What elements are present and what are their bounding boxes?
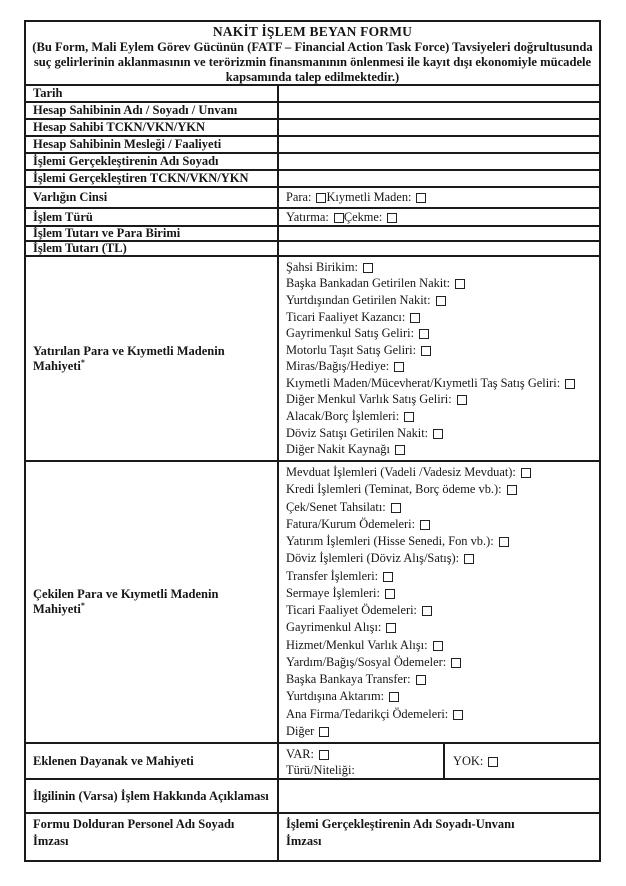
cash-declaration-form bbox=[24, 20, 601, 862]
checkbox[interactable] bbox=[319, 727, 329, 737]
field-value-cell[interactable] bbox=[279, 137, 599, 152]
txn-type-options bbox=[279, 209, 599, 225]
checkbox[interactable] bbox=[416, 675, 426, 685]
checkbox[interactable] bbox=[389, 692, 399, 702]
mahiyet-option bbox=[286, 569, 595, 584]
asset-type-option bbox=[326, 190, 426, 205]
attachment-row bbox=[26, 744, 599, 780]
field-row bbox=[26, 137, 599, 154]
field-label: İşlem Tutarı ve Para Birimi bbox=[26, 227, 279, 240]
form-header bbox=[26, 22, 599, 86]
option-label: Para: bbox=[286, 190, 312, 204]
option-label: Çekme: bbox=[343, 209, 383, 224]
checkbox[interactable] bbox=[419, 329, 429, 339]
mahiyet-option bbox=[286, 551, 595, 566]
mahiyet-option bbox=[286, 392, 595, 407]
option-label: Ticari Faaliyet Ödemeleri: bbox=[286, 603, 417, 618]
personnel-imza-label: İmzası bbox=[33, 834, 69, 848]
option-label: Miras/Bağış/Hediye: bbox=[286, 359, 390, 374]
explanation-label: İlgilinin (Varsa) İşlem Hakkında Açıklaması bbox=[26, 780, 279, 812]
field-value-cell[interactable] bbox=[279, 242, 599, 255]
checkbox[interactable] bbox=[385, 589, 395, 599]
mahiyet-option bbox=[286, 586, 595, 601]
field-row bbox=[26, 171, 599, 188]
personnel-name-label: Formu Dolduran Personel Adı Soyadı bbox=[33, 817, 235, 831]
mahiyet-option bbox=[286, 655, 595, 670]
mahiyet-option bbox=[286, 442, 595, 457]
mahiyet-option bbox=[286, 672, 595, 687]
field-value-cell[interactable] bbox=[279, 154, 599, 169]
checkbox[interactable] bbox=[421, 346, 431, 356]
field-row bbox=[26, 120, 599, 137]
deposit-options bbox=[279, 257, 599, 460]
txn-type-option bbox=[286, 210, 344, 225]
checkbox[interactable] bbox=[451, 658, 461, 668]
checkbox[interactable] bbox=[422, 606, 432, 616]
checkbox[interactable] bbox=[386, 623, 396, 633]
section-label: Yatırılan Para ve Kıymetli Madenin Mahiyeti* bbox=[33, 343, 225, 373]
var-label: VAR: bbox=[286, 747, 315, 761]
withdraw-options bbox=[279, 462, 599, 742]
txn-type-label: İşlem Türü bbox=[26, 209, 279, 225]
field-value-cell[interactable] bbox=[279, 227, 599, 240]
asset-type-options bbox=[279, 188, 599, 207]
performer-signature-cell bbox=[279, 814, 599, 860]
checkbox[interactable] bbox=[410, 313, 420, 323]
option-label: Kıymetli Maden/Mücevherat/Kıymetli Taş Satış Geliri: bbox=[286, 375, 561, 390]
option-label: Mevduat İşlemleri (Vadeli /Vadesiz Mevduat): bbox=[286, 465, 516, 480]
checkbox[interactable] bbox=[464, 554, 474, 564]
mahiyet-option bbox=[286, 426, 595, 441]
type-quality-label: Türü/Niteliği: bbox=[286, 763, 355, 777]
checkbox[interactable] bbox=[433, 641, 443, 651]
option-label: Yatırım İşlemleri (Hisse Senedi, Fon vb.): bbox=[286, 534, 494, 549]
attachment-label: Eklenen Dayanak ve Mahiyeti bbox=[26, 744, 279, 778]
checkbox[interactable] bbox=[436, 296, 446, 306]
mahiyet-option bbox=[286, 724, 595, 739]
field-label: Hesap Sahibinin Mesleği / Faaliyeti bbox=[26, 137, 279, 152]
mahiyet-option bbox=[286, 482, 595, 497]
checkbox[interactable] bbox=[453, 710, 463, 720]
option-label: Gayrimenkul Alışı: bbox=[286, 620, 382, 635]
option-label: Diğer Nakit Kaynağı bbox=[286, 442, 390, 457]
field-value-cell[interactable] bbox=[279, 120, 599, 135]
mahiyet-option bbox=[286, 276, 595, 291]
checkbox[interactable] bbox=[387, 213, 397, 223]
option-label: Döviz İşlemleri (Döviz Alış/Satış): bbox=[286, 551, 460, 566]
performer-name-label: İşlemi Gerçekleştirenin Adı Soyadı-Unvanı bbox=[286, 817, 515, 831]
mahiyet-option bbox=[286, 620, 595, 635]
checkbox[interactable] bbox=[521, 468, 531, 478]
field-label: Hesap Sahibinin Adı / Soyadı / Unvanı bbox=[26, 103, 279, 118]
option-label: Transfer İşlemleri: bbox=[286, 568, 379, 583]
explanation-value-cell[interactable] bbox=[279, 780, 599, 812]
checkbox[interactable] bbox=[334, 213, 344, 223]
option-label: Ana Firma/Tedarikçi Ödemeleri: bbox=[286, 706, 449, 721]
option-label: Gayrimenkul Satış Geliri: bbox=[286, 326, 415, 341]
field-label: İşlem Tutarı (TL) bbox=[26, 242, 279, 255]
footnote-mark: * bbox=[80, 357, 85, 367]
checkbox[interactable] bbox=[383, 572, 393, 582]
mahiyet-option bbox=[286, 359, 595, 374]
field-value-cell[interactable] bbox=[279, 86, 599, 101]
txn-type-row bbox=[26, 209, 599, 227]
field-label: Tarih bbox=[26, 86, 279, 101]
mahiyet-option bbox=[286, 260, 595, 275]
option-label: Yurtdışına Aktarım: bbox=[286, 689, 385, 704]
checkbox[interactable] bbox=[316, 193, 326, 203]
checkbox[interactable] bbox=[455, 279, 465, 289]
mahiyet-option bbox=[286, 293, 595, 308]
mahiyet-option bbox=[286, 517, 595, 532]
asset-type-row bbox=[26, 188, 599, 209]
mahiyet-option bbox=[286, 707, 595, 722]
mahiyet-option bbox=[286, 638, 595, 653]
withdraw-section-label-cell bbox=[26, 462, 279, 742]
checkbox[interactable] bbox=[433, 429, 443, 439]
option-label: Alacak/Borç İşlemleri: bbox=[286, 408, 400, 423]
option-label: Kıymetli Maden: bbox=[326, 190, 412, 204]
asset-type-option bbox=[286, 190, 326, 205]
field-value-cell[interactable] bbox=[279, 103, 599, 118]
checkbox[interactable] bbox=[420, 520, 430, 530]
checkbox[interactable] bbox=[394, 362, 404, 372]
asset-type-label: Varlığın Cinsi bbox=[26, 188, 279, 207]
signature-row bbox=[26, 814, 599, 860]
option-label: Motorlu Taşıt Satış Geliri: bbox=[286, 342, 417, 357]
attachment-var-cell bbox=[279, 744, 445, 778]
option-label: Diğer bbox=[286, 723, 315, 738]
option-label: Çek/Senet Tahsilatı: bbox=[286, 499, 386, 514]
checkbox[interactable] bbox=[404, 412, 414, 422]
personnel-signature-cell bbox=[26, 814, 279, 860]
mahiyet-option bbox=[286, 343, 595, 358]
deposit-section bbox=[26, 257, 599, 462]
var-option bbox=[286, 746, 443, 762]
withdraw-section bbox=[26, 462, 599, 744]
option-label: Ticari Faaliyet Kazancı: bbox=[286, 309, 406, 324]
performer-imza-label: İmzası bbox=[286, 834, 322, 848]
mahiyet-option bbox=[286, 534, 595, 549]
section-label: Çekilen Para ve Kıymetli Madenin Mahiyeti* bbox=[33, 587, 219, 616]
field-value-cell[interactable] bbox=[279, 171, 599, 186]
deposit-section-label-cell bbox=[26, 257, 279, 460]
field-label: Hesap Sahibi TCKN/VKN/YKN bbox=[26, 120, 279, 135]
explanation-row bbox=[26, 780, 599, 814]
checkbox[interactable] bbox=[507, 485, 517, 495]
checkbox[interactable] bbox=[395, 445, 405, 455]
attachment-yok-cell bbox=[445, 744, 599, 778]
field-row bbox=[26, 86, 599, 103]
option-label: Başka Bankaya Transfer: bbox=[286, 672, 411, 687]
option-label: Şahsi Birikim: bbox=[286, 259, 358, 274]
option-label: Yurtdışından Getirilen Nakit: bbox=[286, 292, 431, 307]
mahiyet-option bbox=[286, 376, 595, 391]
checkbox[interactable] bbox=[391, 503, 401, 513]
option-label: Başka Bankadan Getirilen Nakit: bbox=[286, 276, 451, 291]
form-title: NAKİT İŞLEM BEYAN FORMU bbox=[212, 24, 413, 39]
field-row bbox=[26, 227, 599, 242]
mahiyet-option bbox=[286, 409, 595, 424]
field-label: İşlemi Gerçekleştiren TCKN/VKN/YKN bbox=[26, 171, 279, 186]
yok-label: YOK: bbox=[453, 753, 484, 768]
field-label: İşlemi Gerçekleştirenin Adı Soyadı bbox=[26, 154, 279, 169]
field-row bbox=[26, 103, 599, 120]
checkbox[interactable] bbox=[416, 193, 426, 203]
checkbox[interactable] bbox=[363, 263, 373, 273]
checkbox[interactable] bbox=[499, 537, 509, 547]
option-label: Sermaye İşlemleri: bbox=[286, 585, 380, 600]
field-row bbox=[26, 154, 599, 171]
option-label: Kredi İşlemleri (Teminat, Borç ödeme vb.): bbox=[286, 482, 502, 497]
field-row bbox=[26, 242, 599, 257]
yok-checkbox[interactable] bbox=[488, 757, 498, 767]
mahiyet-option bbox=[286, 310, 595, 325]
mahiyet-option bbox=[286, 326, 595, 341]
footnote-mark: * bbox=[80, 600, 85, 610]
option-label: Fatura/Kurum Ödemeleri: bbox=[286, 516, 416, 531]
mahiyet-option bbox=[286, 500, 595, 515]
form-subtitle: (Bu Form, Mali Eylem Görev Gücünün (FATF – Financial Action Task Force) Tavsiyeleri doğrultusunda suç gelirlerinin aklanmasının ve terörizmin finansmanının önlenmesi ile kayıt dışı ekonomiyle mücadele kapsamında talep edilmektedir.) bbox=[32, 40, 593, 85]
option-label: Yatırma: bbox=[286, 209, 329, 224]
option-label: Döviz Satışı Getirilen Nakit: bbox=[286, 425, 429, 440]
option-label: Diğer Menkul Varlık Satış Geliri: bbox=[286, 392, 452, 407]
option-label: Yardım/Bağış/Sosyal Ödemeler: bbox=[286, 654, 447, 669]
mahiyet-option bbox=[286, 465, 595, 480]
mahiyet-option bbox=[286, 689, 595, 704]
txn-type-option bbox=[344, 210, 398, 225]
option-label: Hizmet/Menkul Varlık Alışı: bbox=[286, 637, 428, 652]
checkbox[interactable] bbox=[565, 379, 575, 389]
checkbox[interactable] bbox=[457, 395, 467, 405]
mahiyet-option bbox=[286, 603, 595, 618]
var-checkbox[interactable] bbox=[319, 750, 329, 760]
